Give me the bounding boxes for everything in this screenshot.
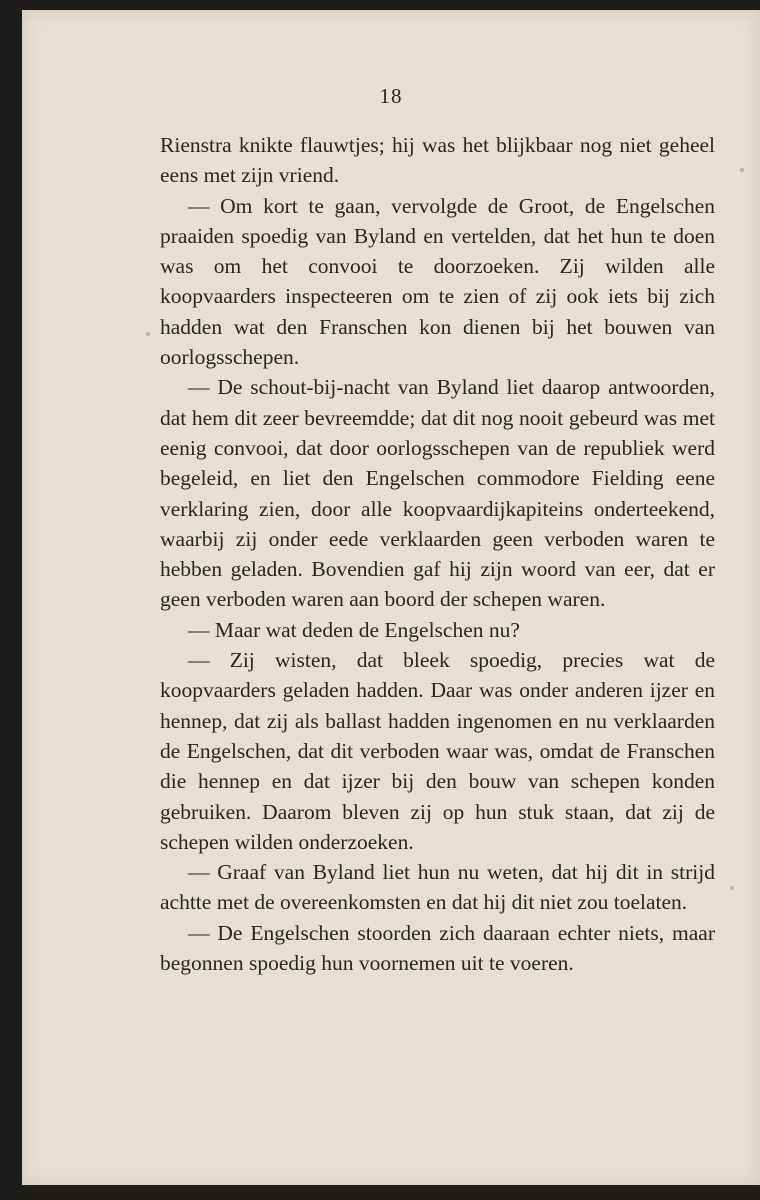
page-number: 18	[379, 84, 403, 108]
paragraph: — De Engelschen stoorden zich daaraan echter niets, maar begonnen spoedig hun voornemen uit te voeren.	[160, 920, 715, 976]
paragraph: Rienstra knikte flauwtjes; hij was het blijkbaar nog niet geheel eens met zijn vriend.	[160, 133, 715, 188]
paper-speck	[730, 886, 734, 890]
paragraph: — Zij wisten, dat bleek spoedig, precies wat de koopvaarders geladen hadden. Daar was onder anderen ijzer en hennep, dat zij als ballast hadden ingenomen en nu verklaarden de Engelschen, dat dit verboden waar was, omdat de Franschen die hennep en dat ijzer bij den bouw van schepen konden gebruiken. Daarom bleven zij op hun stuk staan, dat zij de schepen wilden onderzoeken.	[160, 648, 715, 854]
paper-speck	[740, 168, 744, 172]
paragraph: — Maar wat deden de Engelschen nu?	[188, 617, 520, 642]
page-sheet	[22, 10, 760, 1185]
paragraph: — De schout-bij-nacht van Byland liet daarop antwoorden, dat hem dit zeer bevreemdde; dat dit nog nooit gebeurd was met eenig convooi, dat door oorlogsschepen van de republiek werd begeleid, en liet den Engelschen commodore Fielding eene verklaring zien, door alle koopvaardijkapiteins onderteekend, waarbij zij onder eede verklaarden geen verboden waren te hebben geladen. Bovendien gaf hij zijn woord van eer, dat er geen verboden waren aan boord der schepen waren.	[160, 375, 715, 612]
paragraph: — Om kort te gaan, vervolgde de Groot, de Engelschen praaiden spoedig van Byland en vertelden, dat het hun te doen was om het convooi te doorzoeken. Zij wilden alle koopvaarders inspecteeren om te zien of zij ook iets bij zich hadden wat den Franschen kon dienen bij het bouwen van oorlogsschepen.	[160, 193, 715, 370]
paragraph: — Graaf van Byland liet hun nu weten, dat hij dit in strijd achtte met de overeenkomsten en dat hij dit niet zou toelaten.	[160, 860, 715, 915]
paper-speck	[146, 332, 150, 336]
body-text	[160, 130, 715, 978]
